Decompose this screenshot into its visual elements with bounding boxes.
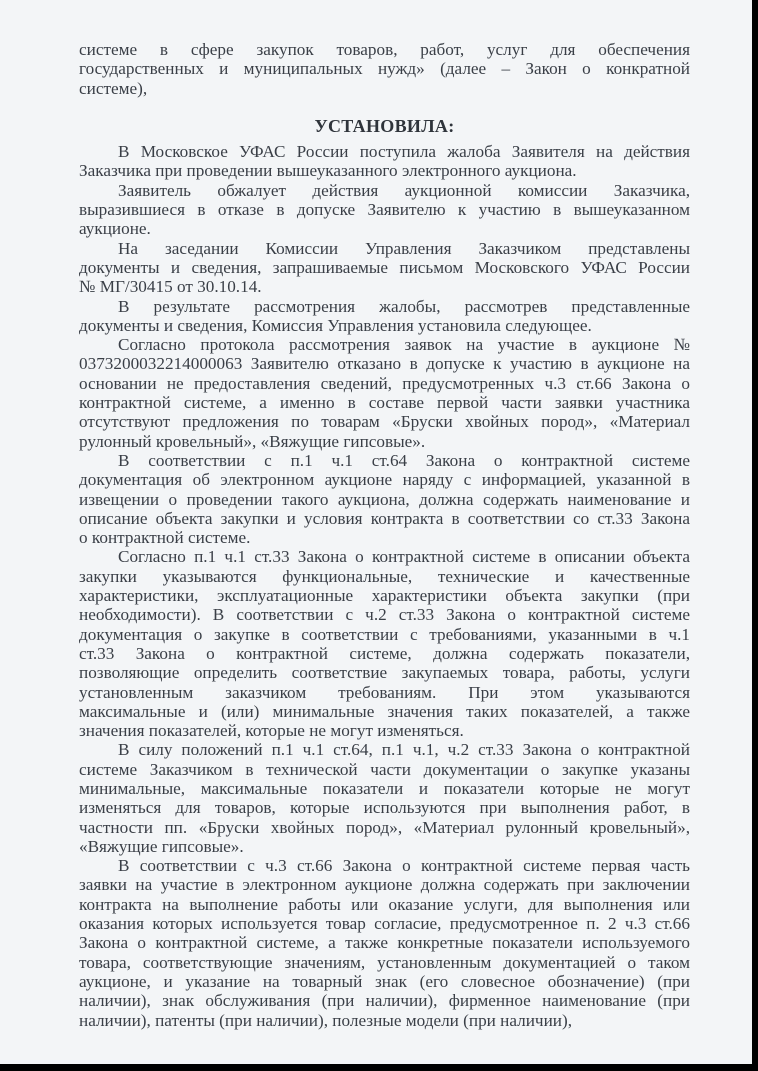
text-line: выразившиеся в отказе в допуске Заявителю к участию в вышеуказанном: [79, 200, 690, 220]
text-line: В силу положений п.1 ч.1 ст.64, п.1 ч.1, ч.2 ст.33 Закона о контрактной: [118, 740, 690, 760]
text-line: документы и сведения, Комиссия Управления установила следующее.: [79, 315, 592, 335]
paragraph: [79, 856, 690, 1030]
text-line: документация о закупке в соответствии с требованиями, указанными в ч.1: [79, 624, 690, 644]
paragraph: [79, 547, 690, 740]
text-line: системе Заказчиком в технической части документации о закупке указаны: [79, 759, 690, 779]
paragraph: [79, 239, 690, 297]
text-line: установленным заказчиком требованиям. При этом указываются: [79, 682, 690, 702]
paragraph: [79, 142, 690, 181]
text-line: отсутствуют предложения по товарам «Бруски хвойных пород», «Материал: [79, 412, 690, 432]
text-line: необходимости). В соответствии с ч.2 ст.33 Закона о контрактной системе: [79, 605, 690, 625]
paragraph: [79, 181, 690, 239]
text-line: В соответствии с ч.3 ст.66 Закона о контрактной системе первая часть: [118, 856, 690, 876]
text-line: извещении о проведении такого аукциона, должна содержать наименование и: [79, 489, 690, 509]
text-line: Заказчика при проведении вышеуказанного электронного аукциона.: [79, 161, 577, 181]
text-line: закупки указываются функциональные, технические и качественные: [79, 566, 690, 586]
text-line: На заседании Комиссии Управления Заказчиком представлены: [118, 238, 690, 258]
intro-paragraph: [79, 40, 690, 98]
text-line: наличии), знак обслуживания (при наличии), фирменное наименование (при: [79, 991, 690, 1011]
text-line: ст.33 Закона о контрактной системе, должна содержать показатели,: [79, 643, 690, 663]
paragraph: [79, 335, 690, 451]
section-heading: УСТАНОВИЛА:: [314, 115, 455, 136]
text-line: документы и сведения, запрашиваемые письмом Московского УФАС России: [79, 257, 690, 277]
text-line: изменяться для товаров, которые используются при выполнения работ, в: [79, 798, 690, 818]
text-line: минимальные, максимальные показатели и показатели которые не могут: [79, 778, 690, 798]
text-line: основании не предоставления сведений, предусмотренных ч.3 ст.66 Закона о: [79, 373, 690, 393]
text-line: Заявитель обжалует действия аукционной комиссии Заказчика,: [118, 180, 690, 200]
text-line: максимальные и (или) минимальные значения таких показателей, а также: [79, 701, 690, 721]
text-line: № МГ/30415 от 30.10.14.: [79, 277, 262, 297]
text-line: государственных и муниципальных нужд» (далее – Закон о конкратной: [79, 59, 690, 79]
document-body: [79, 40, 690, 1030]
text-line: 0373200032214000063 Заявителю отказано в допуске к участию в аукционе на: [79, 354, 690, 374]
text-line: контракта на выполнение работы или оказание услуги, для выполнения или: [79, 894, 690, 914]
text-line: наличии), патенты (при наличии), полезные модели (при наличии),: [79, 1010, 572, 1030]
text-line: значения показателей, которые не могут изменяться.: [79, 721, 464, 741]
text-line: В Московское УФАС России поступила жалоба Заявителя на действия: [118, 142, 690, 162]
text-line: аукционе, и указание на товарный знак (его словесное обозначение) (при: [79, 971, 690, 991]
text-line: системе в сфере закупок товаров, работ, услуг для обеспечения: [79, 40, 690, 59]
text-line: рулонный кровельный», «Вяжущие гипсовые».: [79, 431, 426, 451]
text-line: В результате рассмотрения жалобы, рассмотрев представленные: [118, 296, 690, 316]
text-line: позволяющие определить соответствие закупаемых товара, работы, услуги: [79, 663, 690, 683]
text-line: Согласно п.1 ч.1 ст.33 Закона о контрактной системе в описании объекта: [118, 547, 690, 567]
text-line: описание объекта закупки и условия контракта в соответствии со ст.33 Закона: [79, 508, 690, 528]
text-line: документация об электронном аукционе наряду с информацией, указанной в: [79, 470, 690, 490]
text-line: заявки на участие в электронном аукционе должна содержать при заключении: [79, 875, 690, 895]
text-line: товара, соответствующие значениям, установленным документацией о таком: [79, 952, 690, 972]
paragraph: [79, 297, 690, 336]
text-line: характеристики, эксплуатационные характеристики объекта закупки (при: [79, 586, 690, 606]
text-line: контрактной системе, а именно в составе первой части заявки участника: [79, 393, 690, 413]
text-line: частности пп. «Бруски хвойных пород», «Материал рулонный кровельный»,: [79, 817, 690, 837]
text-line: «Вяжущие гипсовые».: [79, 836, 244, 856]
text-line: оказания которых используется товар согласие, предусмотренное п. 2 ч.3 ст.66: [79, 914, 690, 934]
text-line: Закона о контрактной системе, а также конкретные показатели используемого: [79, 933, 690, 953]
paragraph: [79, 740, 690, 856]
text-line: аукционе.: [79, 219, 151, 239]
paragraph: [79, 451, 690, 547]
text-line: В соответствии с п.1 ч.1 ст.64 Закона о контрактной системе: [118, 450, 690, 470]
paragraphs: [79, 142, 690, 1030]
text-line: системе),: [79, 78, 148, 98]
text-line: Согласно протокола рассмотрения заявок на участие в аукционе №: [118, 335, 690, 355]
text-line: о контрактной системе.: [79, 528, 251, 548]
